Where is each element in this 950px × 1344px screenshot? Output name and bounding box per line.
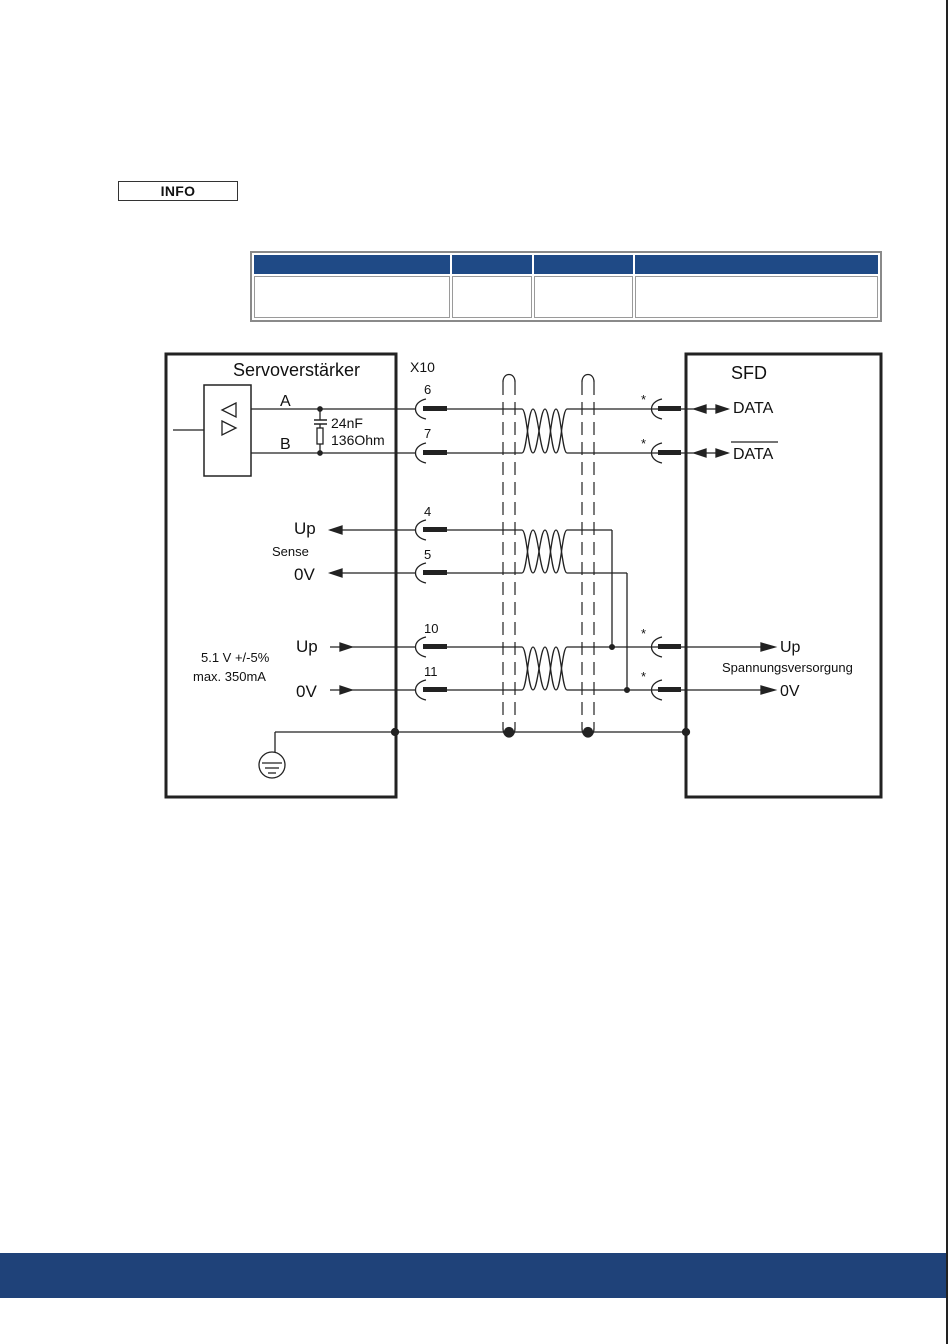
table-header-row (254, 255, 878, 274)
supply-up-label: Up (296, 637, 318, 656)
page-edge-rule (946, 0, 948, 1344)
data-inverted-label: DATA (733, 446, 774, 463)
pin-label: 6 (424, 382, 432, 397)
table-header-cell (254, 255, 450, 274)
star-marker: * (641, 669, 647, 684)
capacitor-label: 24nF (331, 415, 363, 431)
sfd-box (686, 354, 881, 797)
star-marker: * (641, 626, 647, 641)
right-0v-label: 0V (780, 683, 800, 700)
sense-0v-label: 0V (294, 565, 315, 584)
right-up-label: Up (780, 639, 801, 656)
servo-amplifier-title: Servoverstärker (233, 360, 361, 380)
pin-label: 7 (424, 426, 432, 441)
resistor-label: 136Ohm (331, 432, 385, 448)
table-header-cell (452, 255, 532, 274)
table-cell (635, 276, 878, 318)
star-marker: * (641, 436, 647, 451)
transceiver-block (204, 385, 251, 476)
star-marker: * (641, 392, 647, 407)
table-header-cell (635, 255, 878, 274)
spec-table (250, 251, 882, 322)
ground-icon (259, 752, 285, 778)
pin-label: 11 (424, 664, 438, 679)
pin-label: 5 (424, 547, 432, 562)
table-row (254, 276, 878, 318)
info-label: INFO (118, 181, 238, 201)
line-a-label: A (280, 393, 291, 410)
connector-label: X10 (410, 359, 435, 375)
sfd-title: SFD (731, 363, 767, 383)
supply-0v-label: 0V (296, 682, 317, 701)
table-cell (452, 276, 532, 318)
pin-label: 10 (424, 621, 439, 636)
table-cell (254, 276, 450, 318)
data-label: DATA (733, 400, 774, 417)
pin-label: 4 (424, 504, 432, 519)
footer-bar (0, 1253, 946, 1298)
table-cell (534, 276, 633, 318)
sense-up-label: Up (294, 519, 316, 538)
wiring-diagram (160, 345, 890, 805)
table-header-cell (534, 255, 633, 274)
supply-label: Spannungsversorgung (722, 660, 853, 675)
sense-label: Sense (272, 544, 309, 559)
sfd-connector-pins (652, 399, 682, 700)
connector-x10-pins (416, 399, 448, 700)
line-b-label: B (280, 436, 291, 453)
supply-spec-current: max. 350mA (193, 669, 266, 684)
supply-spec-voltage: 5.1 V +/-5% (201, 650, 270, 665)
